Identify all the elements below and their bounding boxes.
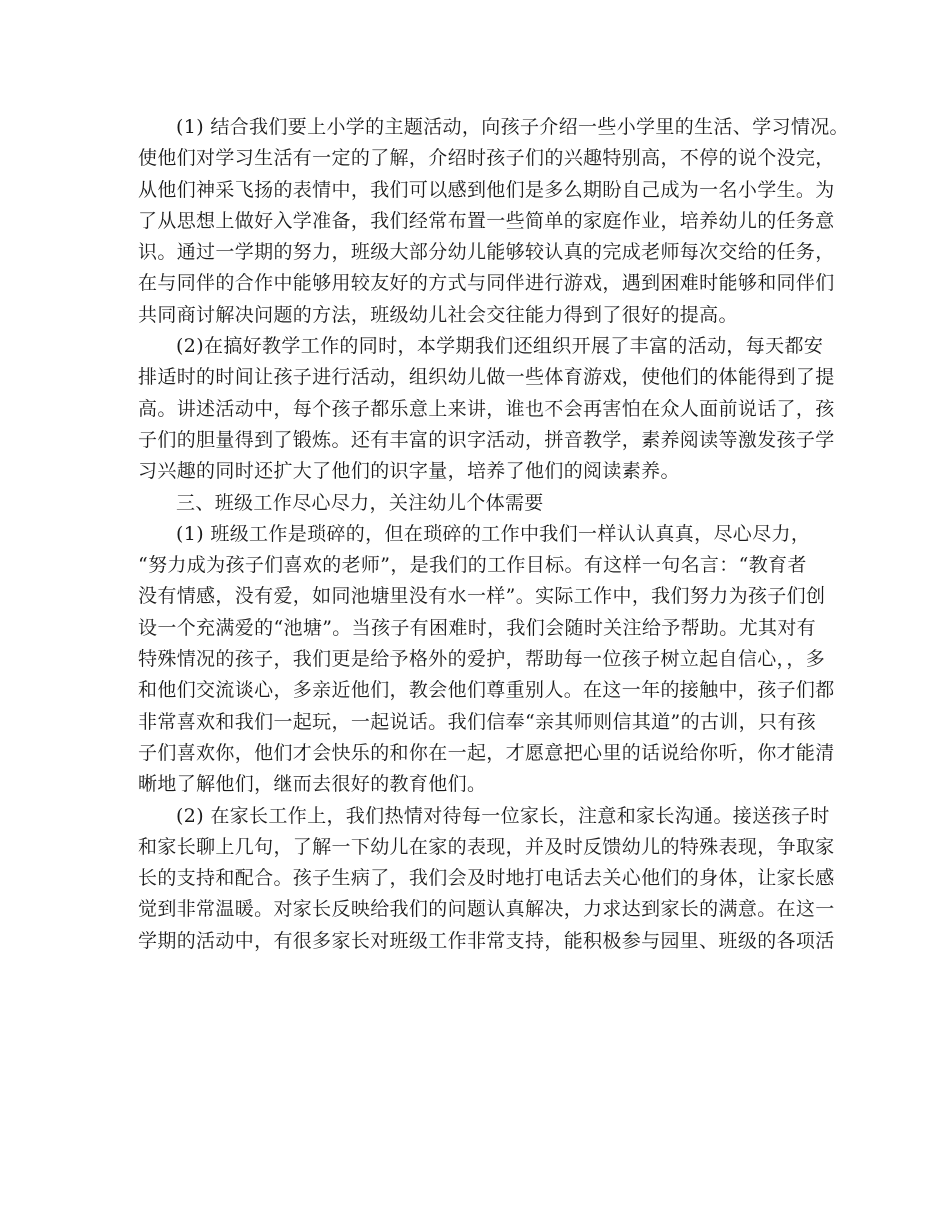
text-line: 非常喜欢和我们一起玩，一起说话。我们信奉“亲其师则信其道”的古训，只有孩 — [138, 710, 817, 733]
text-line: 晰地了解他们，继而去很好的教育他们。 — [138, 773, 487, 796]
text-line: 和家长聊上几句，了解一下幼儿在家的表现，并及时反馈幼儿的特殊表现，争取家 — [138, 835, 835, 858]
text-line: 和他们交流谈心，多亲近他们，教会他们尊重别人。在这一年的接触中，孩子们都 — [138, 679, 835, 702]
text-line: 没有情感，没有爱，如同池塘里没有水一样”。实际工作中，我们努力为孩子们创 — [138, 585, 826, 608]
text-line: 设一个充满爱的“池塘”。当孩子有困难时，我们会随时关注给予帮助。尤其对有 — [138, 616, 817, 639]
text-line: (1) 班级工作是琐碎的，但在琐碎的工作中我们一样认认真真，尽心尽力， — [176, 522, 811, 545]
text-line: 从他们神采飞扬的表情中，我们可以感到他们是多么期盼自己成为一名小学生。为 — [138, 178, 835, 201]
text-line: 特殊情况的孩子，我们更是给予格外的爱护，帮助每一位孩子树立起自信心，，多 — [138, 648, 826, 671]
text-line: 子们的胆量得到了锻炼。还有丰富的识字活动，拼音教学，素养阅读等激发孩子学 — [138, 428, 835, 451]
text-line: 习兴趣的同时还扩大了他们的识字量，培养了他们的阅读素养。 — [138, 460, 680, 483]
text-line: 使他们对学习生活有一定的了解，介绍时孩子们的兴趣特别高，不停的说个没完， — [138, 147, 835, 170]
text-line: 高。讲述活动中，每个孩子都乐意上来讲，谁也不会再害怕在众人面前说话了，孩 — [138, 397, 835, 420]
text-line: 了从思想上做好入学准备，我们经常布置一些简单的家庭作业，培养幼儿的任务意 — [138, 209, 835, 232]
text-line: 三、班级工作尽心尽力，关注幼儿个体需要 — [176, 491, 544, 514]
text-line: “努力成为孩子们喜欢的老师”，是我们的工作目标。有这样一句名言：“教育者 — [138, 554, 807, 577]
text-line: 觉到非常温暖。对家长反映给我们的问题认真解决，力求达到家长的满意。在这一 — [138, 898, 835, 921]
text-line: 学期的活动中，有很多家长对班级工作非常支持，能积极参与园里、班级的各项活 — [138, 929, 835, 952]
document-body — [138, 112, 849, 957]
text-line: 在与同伴的合作中能够用较友好的方式与同伴进行游戏，遇到困难时能够和同伴们 — [138, 272, 835, 295]
text-line: 排适时的时间让孩子进行活动，组织幼儿做一些体育游戏，使他们的体能得到了提 — [138, 366, 835, 389]
text-line: 共同商讨解决问题的方法，班级幼儿社会交往能力得到了很好的提高。 — [138, 303, 738, 326]
text-line: 子们喜欢你，他们才会快乐的和你在一起，才愿意把心里的话说给你听，你才能清 — [138, 741, 835, 764]
text-line: 识。通过一学期的努力，班级大部分幼儿能够较认真的完成老师每次交给的任务， — [138, 241, 835, 264]
text-line: (1) 结合我们要上小学的主题活动，向孩子介绍一些小学里的生活、学习情况。 — [176, 116, 849, 138]
text-line: (2) 在家长工作上，我们热情对待每一位家长，注意和家长沟通。接送孩子时 — [176, 804, 830, 827]
text-line: 长的支持和配合。孩子生病了，我们会及时地打电话去关心他们的身体，让家长感 — [138, 867, 835, 890]
text-line: (2)在搞好教学工作的同时，本学期我们还组织开展了丰富的活动，每天都安 — [176, 335, 824, 358]
